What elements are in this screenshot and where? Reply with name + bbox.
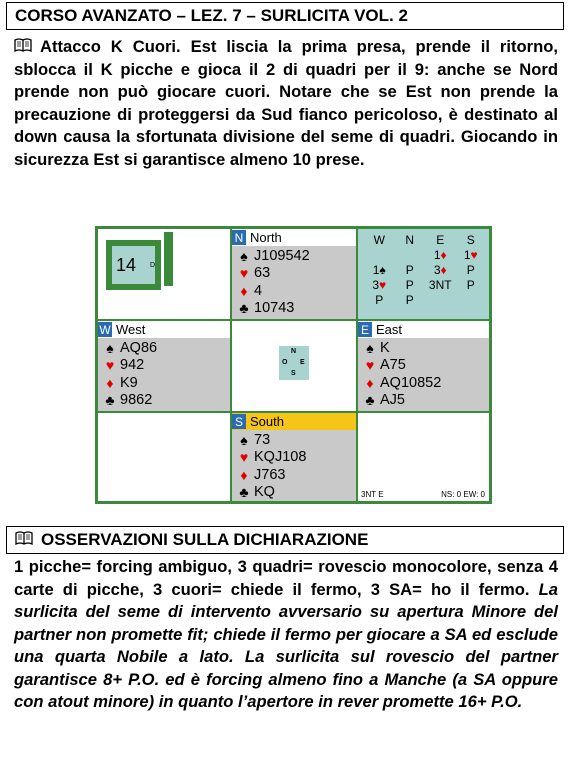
bid-cell: P (405, 277, 414, 292)
south-tag: S (232, 414, 246, 429)
west-diamonds-cards: K9 (120, 374, 138, 391)
east-hearts-cards: A75 (380, 357, 406, 374)
club-icon: ♣ (239, 484, 249, 501)
north-diamonds-cards: 4 (254, 282, 263, 299)
diamond-icon: ♦ (240, 282, 248, 299)
east-diamonds-cards: AQ10852 (380, 374, 442, 391)
bid-cell: P (405, 292, 414, 307)
bid-header-e: E (436, 232, 445, 247)
south-header (232, 413, 356, 430)
bidding-row (364, 292, 486, 307)
board-frame-bar (164, 232, 173, 286)
north-header (232, 229, 356, 246)
diamond-icon: ♦ (240, 466, 248, 483)
club-icon: ♣ (105, 392, 115, 409)
bidding-header-row (364, 232, 486, 247)
compass-w: O (282, 359, 288, 366)
west-name: West (116, 322, 146, 337)
bid-cell: P (375, 292, 384, 307)
open-book-icon (14, 36, 32, 59)
compass (279, 346, 309, 380)
north-tag: N (232, 230, 246, 245)
west-spades-cards: AQ86 (120, 339, 158, 356)
board-number (112, 246, 155, 284)
east-spades-cards: K (380, 339, 390, 356)
contract-label: 3NT E (361, 490, 384, 499)
bidding-row (364, 247, 486, 262)
observations-title: OSSERVAZIONI SULLA DICHIARAZIONE (41, 530, 369, 549)
open-book-icon (15, 530, 33, 550)
section-header-title (6, 2, 564, 30)
east-spades (364, 339, 489, 357)
east-clubs-cards: AJ5 (380, 392, 405, 409)
west-clubs-cards: 9862 (120, 392, 153, 409)
bid-cell: 3♥ (372, 277, 387, 292)
observations-italic: La surlicita del seme di intervento avversario su apertura Minore del partner non promette fit; chiede il fermo per giocare a SA ed esclude una quarta Nobile a lato. La surlicita sul rovescio del partner garantisce 8+ P.O. ed è forcing almeno fino a Manche (a SA oppure con atout minore) in quanto l’apertore in rever promette 16+ P.O. (14, 579, 558, 711)
west-diamonds (104, 374, 230, 392)
board-number-value: 14 (116, 254, 137, 275)
north-diamonds (238, 282, 356, 300)
spade-icon: ♠ (240, 431, 248, 448)
bid-cell: 3NT (428, 277, 452, 292)
observations-plain: 1 picche= forcing ambiguo, 3 quadri= rovescio monocolore, senza 4 carte di picche, 3 cuori= chiede il fermo, 3 SA= ho il fermo. (14, 557, 558, 599)
bid-cell: P (466, 277, 475, 292)
bidding-cell (358, 229, 489, 319)
south-spades (238, 431, 356, 449)
east-name: East (376, 322, 403, 337)
dealer-label: D (150, 262, 156, 269)
compass-n: N (291, 348, 297, 355)
bridge-board (95, 226, 492, 504)
heart-icon: ♥ (239, 449, 249, 466)
south-clubs (238, 484, 356, 502)
bid-cell: 1♥ (463, 247, 478, 262)
south-diamonds (238, 466, 356, 484)
north-spades-cards: J109542 (254, 247, 310, 264)
compass-e: E (300, 359, 305, 366)
heart-icon: ♥ (365, 357, 375, 374)
south-diamonds-cards: J763 (254, 466, 286, 483)
north-clubs-cards: 10743 (254, 300, 295, 317)
bid-cell: P (466, 262, 475, 277)
west-tag: W (99, 322, 111, 337)
south-hearts (238, 449, 356, 467)
north-spades (238, 247, 356, 265)
west-hearts-cards: 942 (120, 357, 145, 374)
section-header-observations (6, 526, 564, 554)
observations-paragraph (14, 556, 558, 714)
south-clubs-cards: KQ (254, 484, 275, 501)
club-icon: ♣ (239, 300, 249, 317)
bid-header-s: S (466, 232, 475, 247)
south-spades-cards: 73 (254, 431, 271, 448)
west-header (98, 321, 230, 338)
heart-icon: ♥ (105, 357, 115, 374)
east-hearts (364, 357, 489, 375)
east-tag: E (358, 322, 372, 337)
spade-icon: ♠ (366, 339, 374, 356)
north-hearts-cards: 63 (254, 265, 271, 282)
empty-cell-sw (98, 413, 230, 501)
diamond-icon: ♦ (366, 374, 374, 391)
club-icon: ♣ (365, 392, 375, 409)
east-diamonds (364, 374, 489, 392)
bid-cell: 1♠ (372, 262, 386, 277)
north-hearts (238, 265, 356, 283)
west-hearts (104, 357, 230, 375)
south-hand (232, 413, 356, 501)
south-name: South (250, 414, 284, 429)
heart-icon: ♥ (239, 265, 249, 282)
bid-cell: 3♦ (433, 262, 447, 277)
page-title: CORSO AVANZATO – LEZ. 7 – SURLICITA VOL. 2 (15, 6, 408, 25)
spade-icon: ♠ (106, 339, 114, 356)
intro-text: Attacco K Cuori. Est liscia la prima presa, prende il ritorno, sblocca il K picche e gioca il 2 di quadri per il 9: anche se Nord prende non può giocare cuori. Notare che se Est non prende la precauzione di proteggersi da Sud fianco pericoloso, è destinato al down causa la sfortunata divisione del seme di quadri. Giocando in sicurezza Est si garantisce almeno 10 prese. (14, 37, 558, 169)
east-header (358, 321, 489, 338)
bid-header-n: N (405, 232, 415, 247)
south-hearts-cards: KQJ108 (254, 449, 307, 466)
bidding-table (364, 232, 486, 307)
spade-icon: ♠ (240, 247, 248, 264)
west-hand (98, 321, 230, 411)
bid-cell: 1♦ (433, 247, 447, 262)
intro-paragraph (14, 36, 558, 171)
bidding-row (364, 262, 486, 277)
north-name: North (250, 230, 282, 245)
table-center (232, 321, 356, 411)
east-clubs (364, 392, 489, 410)
bid-header-w: W (373, 232, 385, 247)
west-clubs (104, 392, 230, 410)
bid-cell: P (405, 262, 414, 277)
east-hand (358, 321, 489, 411)
compass-s: S (291, 370, 296, 377)
score-label: NS: 0 EW: 0 (441, 490, 485, 499)
diamond-icon: ♦ (106, 374, 114, 391)
result-cell (358, 413, 489, 501)
north-hand (232, 229, 356, 319)
west-spades (104, 339, 230, 357)
board-number-cell (98, 229, 230, 319)
bidding-row (364, 277, 486, 292)
north-clubs (238, 300, 356, 318)
